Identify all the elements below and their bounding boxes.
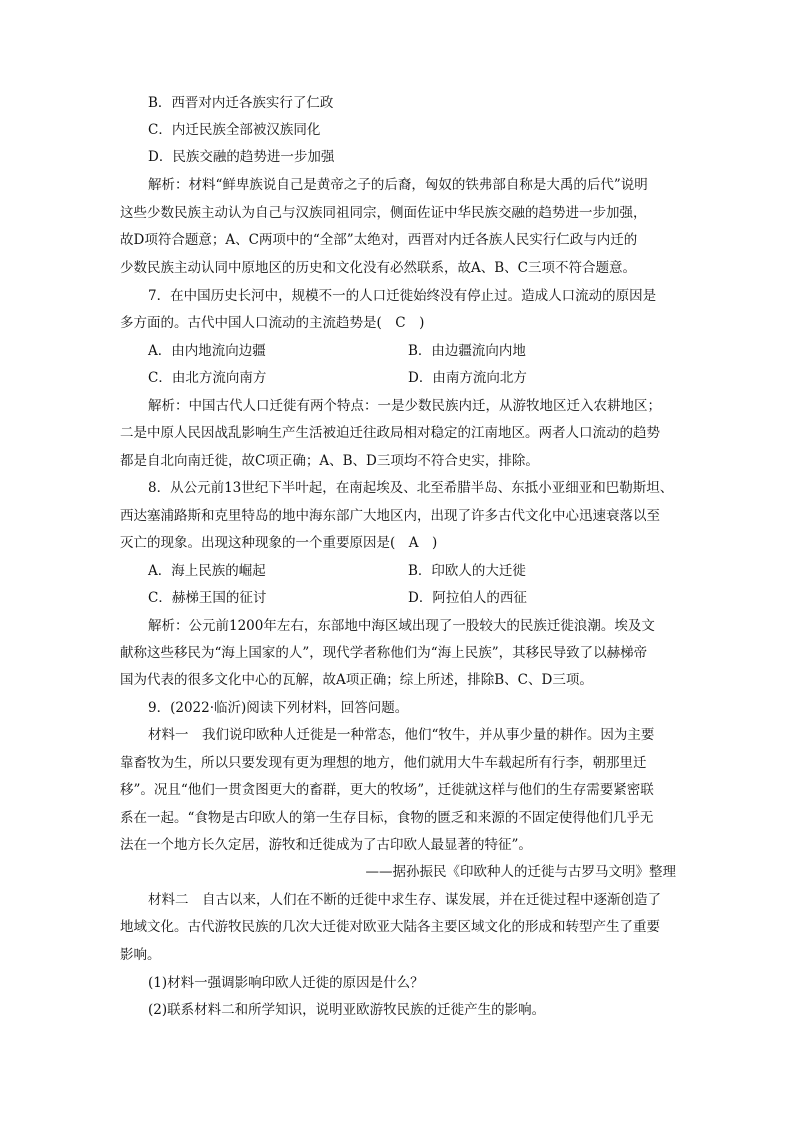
material-1-source: ——据孙振民《印欧种人的迁徙与古罗马文明》整理 [365, 864, 676, 880]
material-2-line-1: 材料二 自古以来，人们在不断的迁徙中求生存、谋发展，并在迁徙过程中逐渐创造了 [148, 892, 661, 908]
analysis-7-line-2: 二是中原人民因战乱影响生产生活被迫迁往政局相对稳定的江南地区。两者人口流动的趋势 [120, 425, 660, 441]
option-c: C．内迁民族全部被汉族同化 [148, 122, 321, 138]
question-7-line-2: 多方面的。古代中国人口流动的主流趋势是( C ) [120, 315, 425, 331]
material-1-line-2: 靠畜牧为生，所以只要发现有更为理想的地方，他们就用大牛车载起所有行李，朝那里迁 [120, 755, 647, 771]
material-1-line-1: 材料一 我们说印欧种人迁徙是一种常态，他们“牧牛，并从事少量的耕作。因为主要 [148, 727, 655, 743]
q8-option-c: C．赫梯王国的征讨 [148, 590, 267, 606]
q8-option-d: D．阿拉伯人的西征 [408, 590, 527, 606]
analysis-6-line-4: 少数民族主动认同中原地区的历史和文化没有必然联系，故A、B、C三项不符合题意。 [120, 260, 636, 276]
analysis-8-line-3: 国为代表的很多文化中心的瓦解，故A项正确；综上所述，排除B、C、D三项。 [120, 672, 593, 688]
option-d: D．民族交融的趋势进一步加强 [148, 149, 335, 165]
sub-question-2: (2)联系材料二和所学知识，说明亚欧游牧民族的迁徙产生的影响。 [148, 1002, 546, 1018]
option-b: B．西晋对内迁各族实行了仁政 [148, 95, 334, 111]
question-8-line-3: 灭亡的现象。出现这种现象的一个重要原因是( A ) [120, 535, 438, 551]
analysis-6-line-2: 这些少数民族主动认为自己与汉族同祖同宗，侧面佐证中华民族交融的趋势进一步加强， [120, 205, 647, 221]
analysis-8-line-1: 解析：公元前1200年左右，东部地中海区域出现了一股较大的民族迁徙浪潮。埃及文 [148, 618, 655, 634]
question-9-title: 9．(2022·临沂)阅读下列材料，回答问题。 [148, 700, 409, 716]
question-8-line-1: 8．从公元前13世纪下半叶起，在南起埃及、北至希腊半岛、东抵小亚细亚和巴勒斯坦、 [148, 480, 674, 496]
q7-option-b: B．由边疆流向内地 [408, 343, 526, 359]
analysis-8-line-2: 献称这些移民为“海上国家的人”，现代学者称他们为“海上民族”，其移民导致了以赫梯帝 [120, 645, 648, 661]
analysis-7-line-1: 解析：中国古代人口迁徙有两个特点：一是少数民族内迁，从游牧地区迁入农耕地区； [148, 398, 661, 414]
q7-option-a: A．由内地流向边疆 [148, 343, 266, 359]
question-8-line-2: 西达塞浦路斯和克里特岛的地中海东部广大地区内，出现了许多古代文化中心迅速衰落以至 [120, 508, 660, 524]
q8-option-a: A．海上民族的崛起 [148, 563, 266, 579]
q8-option-b: B．印欧人的大迁徙 [408, 563, 526, 579]
material-1-line-5: 法在一个地方长久定居，游牧和迁徙成为了古印欧人最显著的特征”。 [120, 837, 532, 853]
question-7-line-1: 7．在中国历史长河中，规模不一的人口迁徙始终没有停止过。造成人口流动的原因是 [148, 288, 657, 304]
material-2-line-2: 地域文化。古代游牧民族的几次大迁徙对欧亚大陆各主要区域文化的形成和转型产生了重要 [120, 919, 660, 935]
material-2-line-3: 影响。 [120, 947, 161, 963]
sub-question-1: (1)材料一强调影响印欧人迁徙的原因是什么？ [148, 975, 424, 991]
analysis-6-line-1: 解析：材料“鲜卑族说自己是黄帝之子的后裔，匈奴的铁弗部自称是大禹的后代”说明 [148, 177, 648, 193]
analysis-7-line-3: 都是自北向南迁徙，故C项正确；A、B、D三项均不符合史实，排除。 [120, 453, 539, 469]
q7-option-c: C．由北方流向南方 [148, 370, 267, 386]
q7-option-d: D．由南方流向北方 [408, 370, 527, 386]
analysis-6-line-3: 故D项符合题意；A、C两项中的“全部”太绝对，西晋对内迁各族人民实行仁政与内迁的 [120, 232, 638, 248]
material-1-line-4: 系在一起。“食物是古印欧人的第一生存目标，食物的匮乏和来源的不固定使得他们几乎无 [120, 810, 654, 826]
material-1-line-3: 移”。况且“他们一贯贪图更大的畜群，更大的牧场”，迁徙就这样与他们的生存需要紧密联 [120, 782, 654, 798]
